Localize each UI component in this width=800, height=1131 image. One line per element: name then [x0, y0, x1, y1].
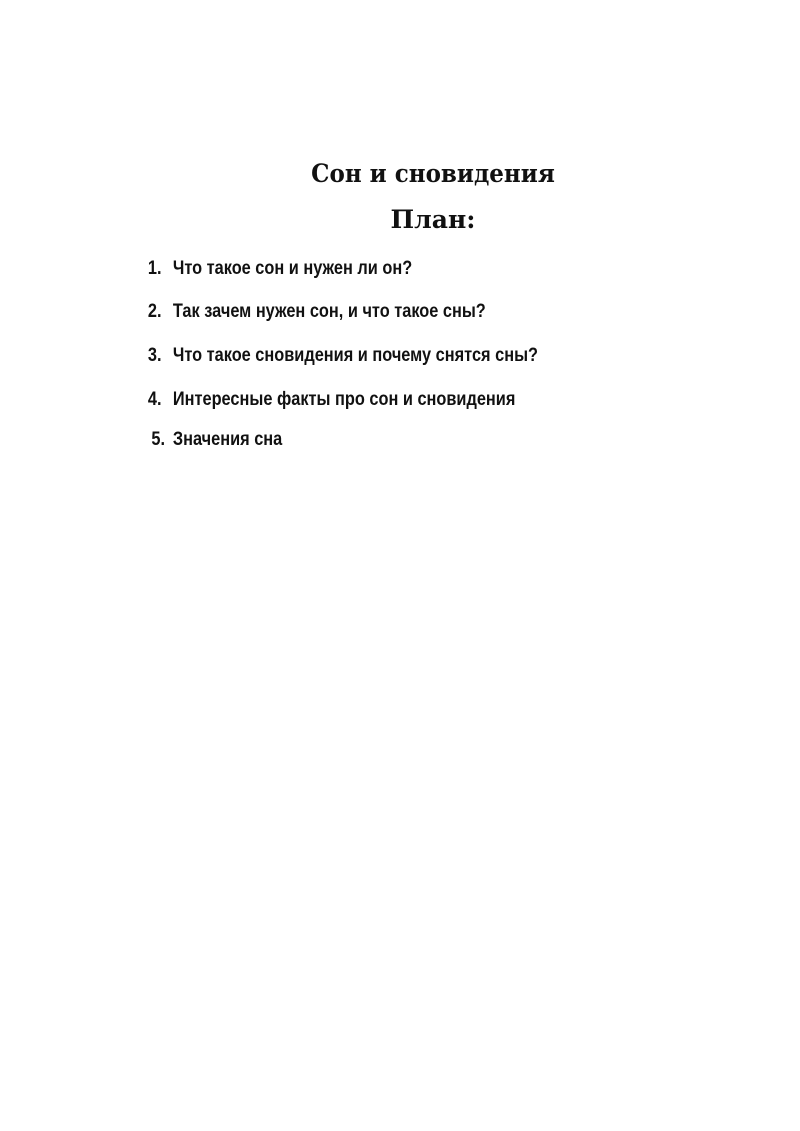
plan-item-text: Интересные факты про сон и сновидения	[172, 389, 516, 410]
plan-item-number: 1.	[147, 258, 162, 279]
plan-item-number: 2.	[147, 301, 162, 322]
plan-heading: План:	[390, 205, 476, 234]
plan-item-text: Так зачем нужен сон, и что такое сны?	[172, 301, 486, 322]
plan-item-number: 4.	[147, 389, 162, 410]
page-title: Сон и сновидения	[311, 159, 555, 188]
plan-item-text: Что такое сон и нужен ли он?	[172, 258, 413, 279]
plan-item-text: Что такое сновидения и почему снятся сны?	[172, 345, 539, 366]
plan-item-text: Значения сна	[172, 429, 283, 450]
plan-item-number: 3.	[147, 345, 162, 366]
plan-item-number: 5.	[151, 429, 165, 450]
